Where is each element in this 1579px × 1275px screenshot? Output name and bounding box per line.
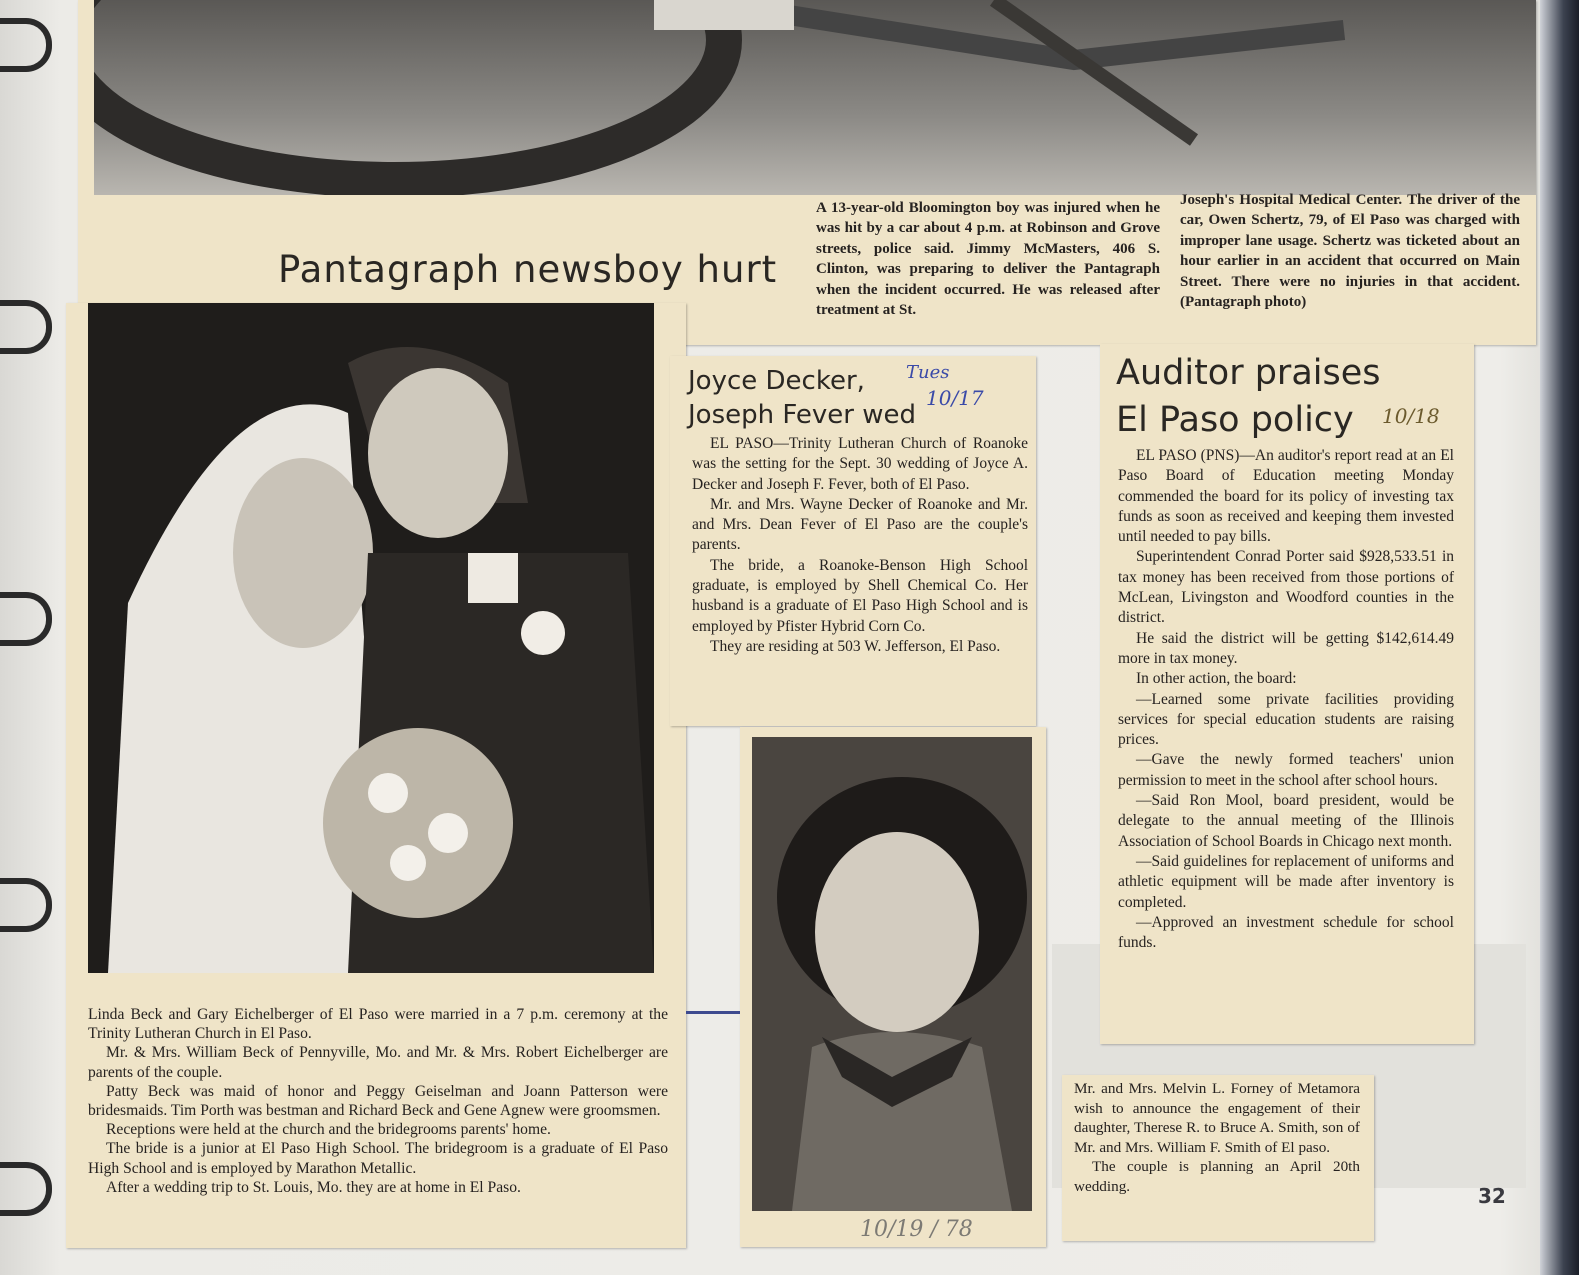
handwritten-date: 10/17 — [926, 386, 984, 410]
auditor-text — [1118, 446, 1454, 953]
decker-paragraph: They are residing at 503 W. Jefferson, El Paso. — [710, 637, 1001, 655]
decker-headline — [688, 364, 916, 432]
handwritten-day: Tues — [906, 362, 950, 383]
newsboy-photo — [94, 0, 1536, 195]
beck-paragraph: The bride is a junior at El Paso High School. The bridegroom is a graduate of El Paso High School and is employed by Marathon Metallic. — [88, 1140, 668, 1177]
decker-wedding-clipping — [670, 356, 1036, 726]
newsboy-clipping — [78, 0, 1536, 345]
engagement-portrait — [752, 737, 1032, 1211]
decker-paragraph: The bride, a Roanoke-Benson High School graduate, is employed by Shell Chemical Co. Her husband is a graduate of El Paso High School and is employed by Pfister Hybrid Corn Co. — [692, 556, 1028, 635]
binder-ring — [0, 1162, 52, 1216]
decker-paragraph: EL PASO—Trinity Lutheran Church of Roanoke was the setting for the Sept. 30 wedding of Joyce A. Decker and Joseph F. Fever, both of El Paso. — [692, 435, 1028, 493]
auditor-paragraph: —Approved an investment schedule for school funds. — [1118, 913, 1454, 952]
auditor-paragraph: EL PASO (PNS)—An auditor's report read at an El Paso Board of Education meeting Monday commended the board for its policy of investing tax funds as soon as received and keeping them invested until needed to pay bills. — [1118, 447, 1454, 546]
newsboy-headline: Pantagraph newsboy hurt — [278, 248, 778, 291]
auditor-paragraph: Superintendent Conrad Porter said $928,533.51 in tax money has been received from those portions of McLean, Livingston and Woodford counties in the district. — [1118, 548, 1454, 627]
auditor-paragraph: —Gave the newly formed teachers' union permission to meet in the school after school hours. — [1118, 751, 1454, 789]
binder-ring — [0, 300, 52, 354]
auditor-headline-line-2: El Paso policy — [1116, 400, 1354, 440]
portrait-graphic — [752, 737, 1032, 1211]
auditor-paragraph: He said the district will be getting $142,614.49 more in tax money. — [1118, 629, 1454, 667]
handwritten-date: 10/18 — [1382, 404, 1440, 428]
binder-cover-edge — [1540, 0, 1579, 1275]
forney-paragraph: Mr. and Mrs. Melvin L. Forney of Metamora wish to announce the engagement of their daughter, Therese R. to Bruce A. Smith, son of Mr. and Mrs. William F. Smith of El paso. — [1074, 1080, 1360, 1156]
wedding-photo-graphic — [88, 303, 654, 973]
wedding-couple-photo — [88, 303, 654, 973]
beck-wedding-text — [88, 1005, 668, 1197]
auditor-headline — [1116, 350, 1381, 444]
auditor-clipping — [1100, 344, 1474, 1044]
auditor-paragraph: —Said Ron Mool, board president, would be delegate to the annual meeting of the Illinois Association of School Boards in Chicago next month. — [1118, 792, 1454, 850]
decker-text — [692, 434, 1028, 657]
beck-paragraph: Patty Beck was maid of honor and Peggy Geiselman and Joann Patterson were bridesmaids. Tim Porth was bestman and Richard Beck and Gene Agnew were groomsmen. — [88, 1082, 668, 1120]
auditor-paragraph: —Learned some private facilities providing services for special education students are raising prices. — [1118, 690, 1454, 749]
portrait-clipping — [740, 727, 1046, 1247]
decker-paragraph: Mr. and Mrs. Wayne Decker of Roanoke and Mr. and Mrs. Dean Fever of El Paso are the couple's parents. — [692, 495, 1028, 554]
auditor-paragraph: In other action, the board: — [1136, 670, 1297, 688]
blue-pen-line — [686, 1011, 748, 1014]
beck-paragraph: Linda Beck and Gary Eichelberger of El Paso were married in a 7 p.m. ceremony at the Trinity Lutheran Church in El Paso. — [88, 1006, 668, 1043]
decker-headline-line-2: Joseph Fever wed — [688, 400, 916, 430]
page-number: 32 — [1478, 1184, 1506, 1208]
beck-wedding-clipping — [66, 303, 686, 1248]
newsboy-column-1: A 13-year-old Bloomington boy was injured when he was hit by a car about 4 p.m. at Robinson and Grove streets, police said. Jimmy McMasters, 406 S. Clinton, was preparing to deliver the Pantagraph when the incident occurred. He was released after treatment at St. — [816, 200, 1160, 319]
decker-headline-line-1: Joyce Decker, — [688, 366, 865, 396]
binder-ring — [0, 592, 52, 646]
binder-ring — [0, 878, 52, 932]
forney-paragraph: The couple is planning an April 20th wedding. — [1074, 1158, 1360, 1195]
bicycle-photo-graphic — [94, 0, 1536, 195]
forney-text — [1074, 1079, 1360, 1197]
binder-ring — [0, 18, 52, 72]
beck-paragraph: Receptions were held at the church and the bridegrooms parents' home. — [106, 1121, 551, 1139]
forney-engagement-clipping — [1062, 1075, 1374, 1241]
newsboy-column-2: Joseph's Hospital Medical Center. The driver of the car, Owen Schertz, 79, of El Paso was charged with improper lane usage. Schertz was ticketed about an hour earlier in an accident that occurred on Main Street. There were no injuries in that accident. (Pantagraph photo) — [1180, 192, 1520, 311]
beck-paragraph: After a wedding trip to St. Louis, Mo. they are at home in El Paso. — [106, 1178, 521, 1196]
beck-paragraph: Mr. & Mrs. William Beck of Pennyville, Mo. and Mr. & Mrs. Robert Eichelberger are parents of the couple. — [88, 1044, 668, 1081]
auditor-paragraph: —Said guidelines for replacement of uniforms and athletic equipment will be made after inventory is completed. — [1118, 852, 1454, 911]
auditor-headline-line-1: Auditor praises — [1116, 353, 1381, 393]
pencil-date: 10/19 / 78 — [860, 1217, 973, 1242]
